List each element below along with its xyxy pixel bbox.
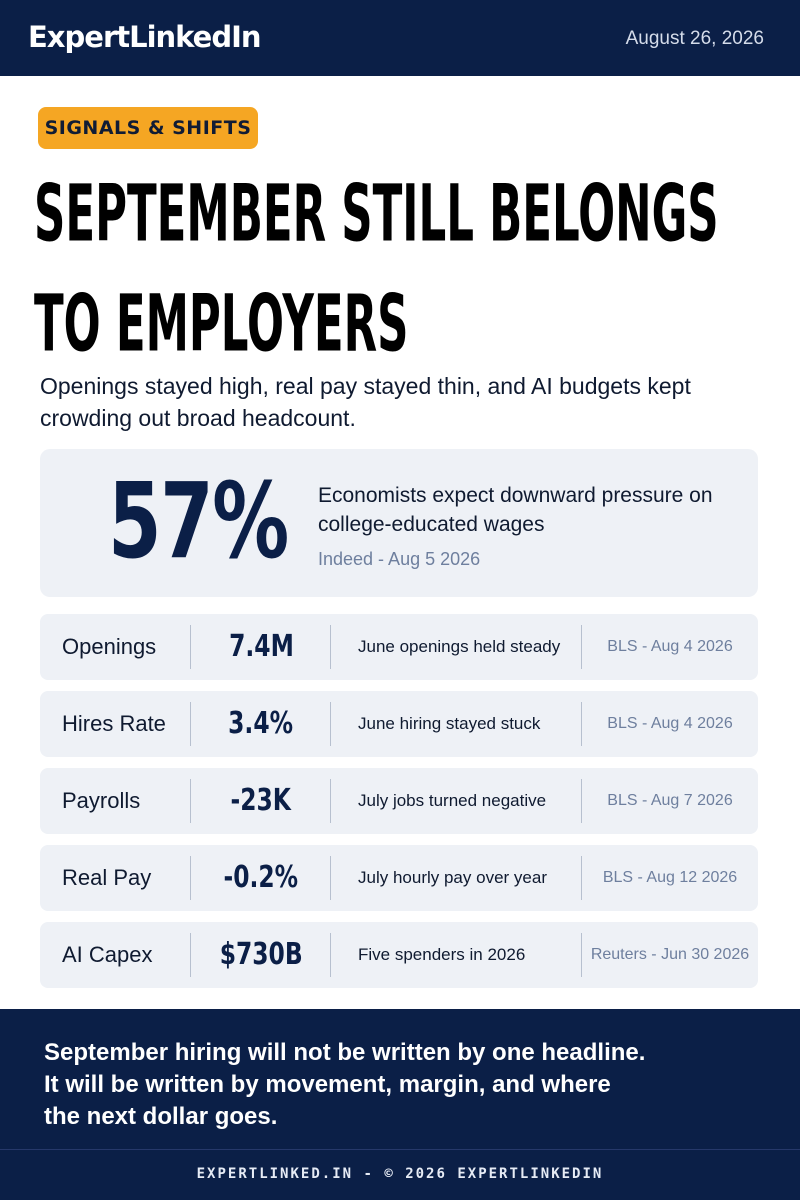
footer-credit[interactable]: EXPERTLINKED.IN - © 2026 EXPERTLINKEDIN xyxy=(196,1166,604,1182)
footer-line-2: It will be written by movement, margin, and where xyxy=(44,1071,611,1098)
stat-description: July hourly pay over year xyxy=(358,868,547,887)
stat-row-ai-capex xyxy=(40,922,758,988)
hero-stat-source: Indeed - Aug 5 2026 xyxy=(318,549,481,569)
hero-stat-value: 57% xyxy=(108,460,288,582)
stat-label: Hires Rate xyxy=(62,711,166,736)
divider xyxy=(190,856,191,900)
stat-value: -23K xyxy=(230,783,292,818)
footer-line-1: September hiring will not be written by one headline. xyxy=(44,1039,646,1066)
stat-value: 3.4% xyxy=(228,706,294,741)
divider xyxy=(190,702,191,746)
stat-value: 7.4M xyxy=(228,629,294,664)
stat-source: BLS - Aug 4 2026 xyxy=(607,715,733,732)
footer-divider xyxy=(0,1149,800,1150)
stat-label: Real Pay xyxy=(62,865,152,890)
stat-label: AI Capex xyxy=(62,942,153,967)
hero-stat-card xyxy=(40,449,758,597)
subheadline: Openings stayed high, real pay stayed thin, and AI budgets kept crowding out broad headcount. xyxy=(40,373,691,431)
footer-message xyxy=(44,1037,744,1133)
stat-description: Five spenders in 2026 xyxy=(358,945,526,964)
stat-value: $730B xyxy=(219,937,303,972)
page-title xyxy=(34,160,775,380)
stat-row-hires-rate xyxy=(40,691,758,757)
top-bar xyxy=(0,0,800,76)
stat-row-real-pay xyxy=(40,845,758,911)
divider xyxy=(190,933,191,977)
title-line-1: SEPTEMBER STILL BELONGS xyxy=(34,169,719,261)
footer-line-3: the next dollar goes. xyxy=(44,1103,278,1130)
stat-source: BLS - Aug 7 2026 xyxy=(607,792,733,809)
stat-source: BLS - Aug 4 2026 xyxy=(607,638,733,655)
stat-row-openings xyxy=(40,614,758,680)
stat-label: Payrolls xyxy=(62,788,141,813)
stat-label: Openings xyxy=(62,634,157,659)
stat-value: -0.2% xyxy=(223,860,299,895)
title-line-2: TO EMPLOYERS xyxy=(34,279,409,370)
divider xyxy=(330,933,331,977)
divider xyxy=(190,625,191,669)
footer xyxy=(0,1009,800,1200)
stat-row-payrolls xyxy=(40,768,758,834)
section-tag: SIGNALS & SHIFTS xyxy=(38,107,258,149)
divider xyxy=(330,702,331,746)
stat-description: June openings held steady xyxy=(358,637,561,656)
stat-description: July jobs turned negative xyxy=(358,791,547,810)
publish-date: August 26, 2026 xyxy=(625,28,764,49)
divider xyxy=(330,856,331,900)
stat-description: June hiring stayed stuck xyxy=(358,714,541,733)
brand-logo[interactable]: ExpertLinkedIn xyxy=(28,20,261,54)
divider xyxy=(330,625,331,669)
divider xyxy=(330,779,331,823)
stat-source: BLS - Aug 12 2026 xyxy=(602,869,738,886)
divider xyxy=(190,779,191,823)
hero-stat-description: Economists expect downward pressure on college-educated wages xyxy=(318,484,713,536)
stat-source: Reuters - Jun 30 2026 xyxy=(590,946,750,963)
